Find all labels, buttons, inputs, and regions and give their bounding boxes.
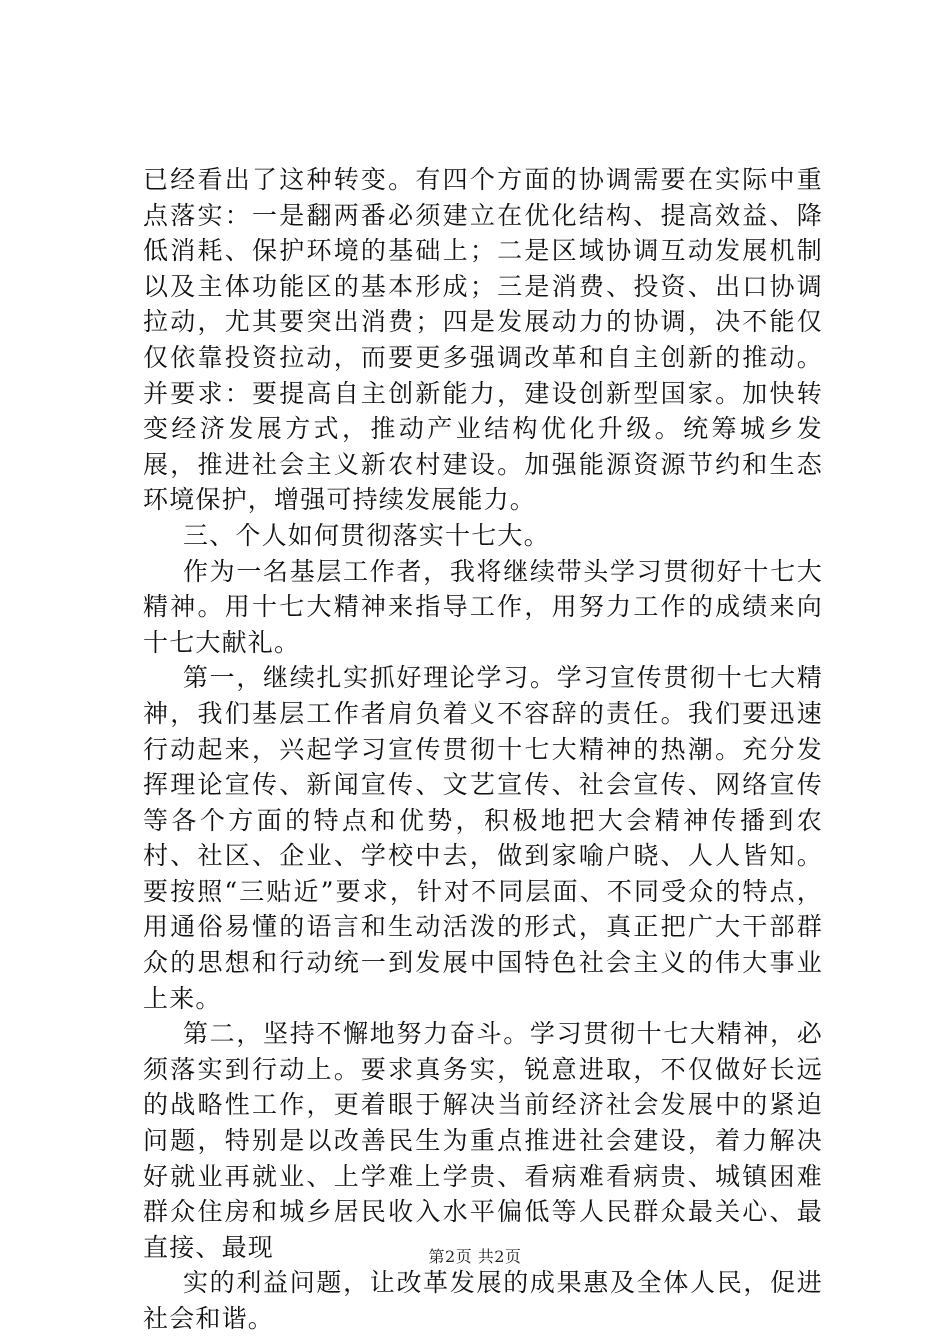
paragraph-point-one: 第一，继续扎实抓好理论学习。学习宣传贯彻十七大精神，我们基层工作者肩负着义不容辞的责任。我们要迅速行动起来，兴起学习宣传贯彻十七大精神的热潮。充分发挥理论宣传、新闻宣传、文艺宣传、社会宣传、网络宣传等各个方面的特点和优势，积极地把大会精神传播到农村、社区、企业、学校中去，做到家喻户晓、人人皆知。要按照“三贴近”要求，针对不同层面、不同受众的特点，用通俗易懂的语言和生动活泼的形式，真正把广大干部群众的思想和行动统一到发展中国特色社会主义的伟大事业上来。 [143,663,823,1013]
document-body [143,162,823,1337]
paragraph-point-two: 第二，坚持不懈地努力奋斗。学习贯彻十七大精神，必须落实到行动上。要求真务实，锐意进取，不仅做好长远的战略性工作，更着眼于解决当前经济社会发展中的紧迫问题，特别是以改善民生为重点推进社会建设，着力解决好就业再就业、上学难上学贵、看病难看病贵、城镇困难群众住房和城乡居民收入水平偏低等人民群众最关心、最直接、最现 [143,1019,823,1262]
section-heading: 三、个人如何贯彻落实十七大。 [183,520,550,550]
paragraph-intro: 作为一名基层工作者，我将继续带头学习贯彻好十七大精神。用十七大精神来指导工作，用努力工作的成绩来向十七大献礼。 [143,556,823,657]
paragraph-continuation: 已经看出了这种转变。有四个方面的协调需要在实际中重点落实：一是翻两番必须建立在优化结构、提高效益、降低消耗、保护环境的基础上；二是区域协调互动发展机制以及主体功能区的基本形成；三是消费、投资、出口协调拉动，尤其要突出消费；四是发展动力的协调，决不能仅仅依靠投资拉动，而要更多强调改革和自主创新的推动。并要求：要提高自主创新能力，建设创新型国家。加快转变经济发展方式，推动产业结构优化升级。统筹城乡发展，推进社会主义新农村建设。加强能源资源节约和生态环境保护，增强可持续发展能力。 [143,165,823,515]
page-footer: 第2页 共2页 [428,1247,522,1266]
paragraph-closing: 实的利益问题，让改革发展的成果惠及全体人民，促进社会和谐。 [143,1268,823,1333]
